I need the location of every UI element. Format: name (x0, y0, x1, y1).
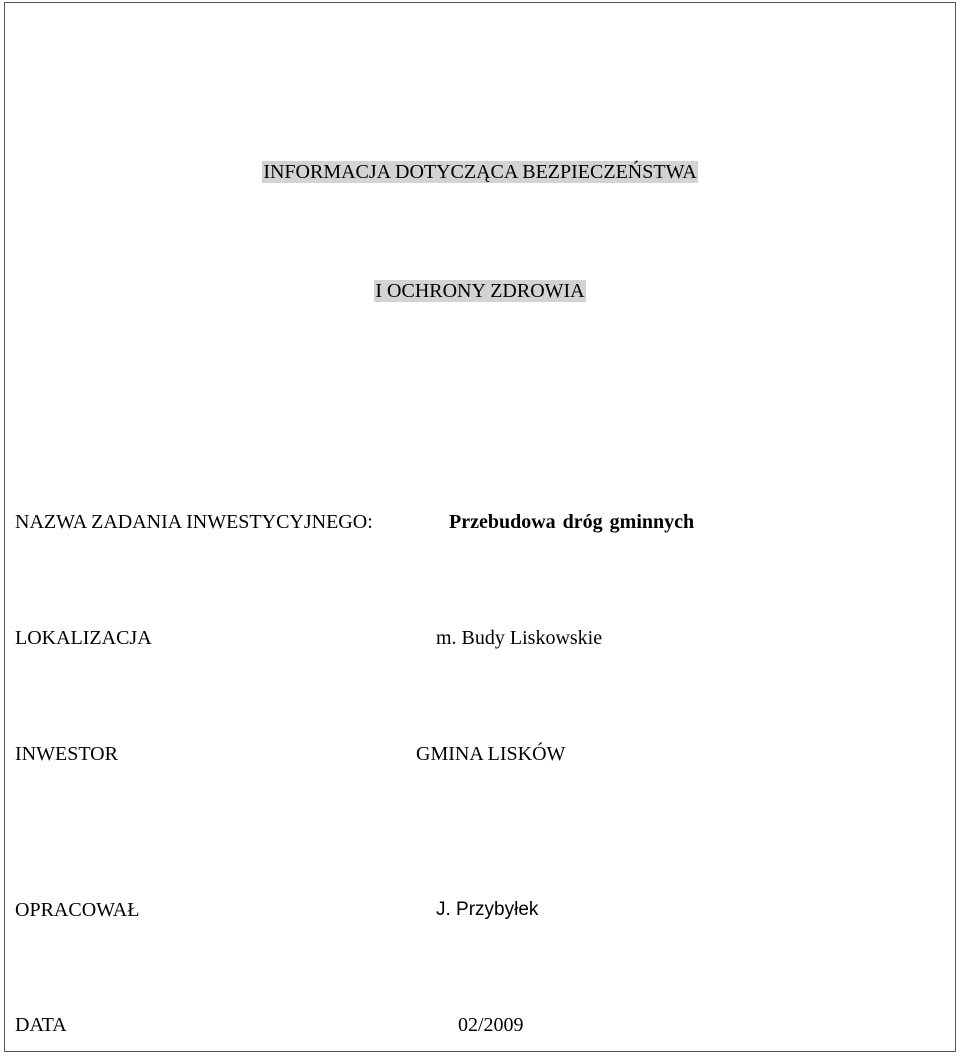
date-value: 02/2009 (458, 1014, 524, 1036)
document-title-text-2: I OCHRONY ZDROWIA (375, 280, 585, 302)
document-title-text-1: INFORMACJA DOTYCZĄCA BEZPIECZEŃSTWA (263, 161, 697, 183)
prepared-by-value: J. Przybyłek (436, 899, 539, 920)
location-label: LOKALIZACJA (15, 627, 152, 649)
task-name-label: NAZWA ZADANIA INWESTYCYJNEGO: (15, 511, 373, 533)
investor-value: GMINA LISKÓW (416, 743, 566, 765)
prepared-by-label: OPRACOWAŁ (15, 899, 140, 921)
task-name-value: Przebudowa dróg gminnych (449, 511, 695, 533)
investor-label: INWESTOR (15, 743, 118, 765)
document-title-line-2 (0, 279, 960, 303)
location-value: m. Budy Liskowskie (436, 627, 603, 649)
date-label: DATA (15, 1014, 67, 1036)
document-title-line-1 (0, 160, 960, 184)
